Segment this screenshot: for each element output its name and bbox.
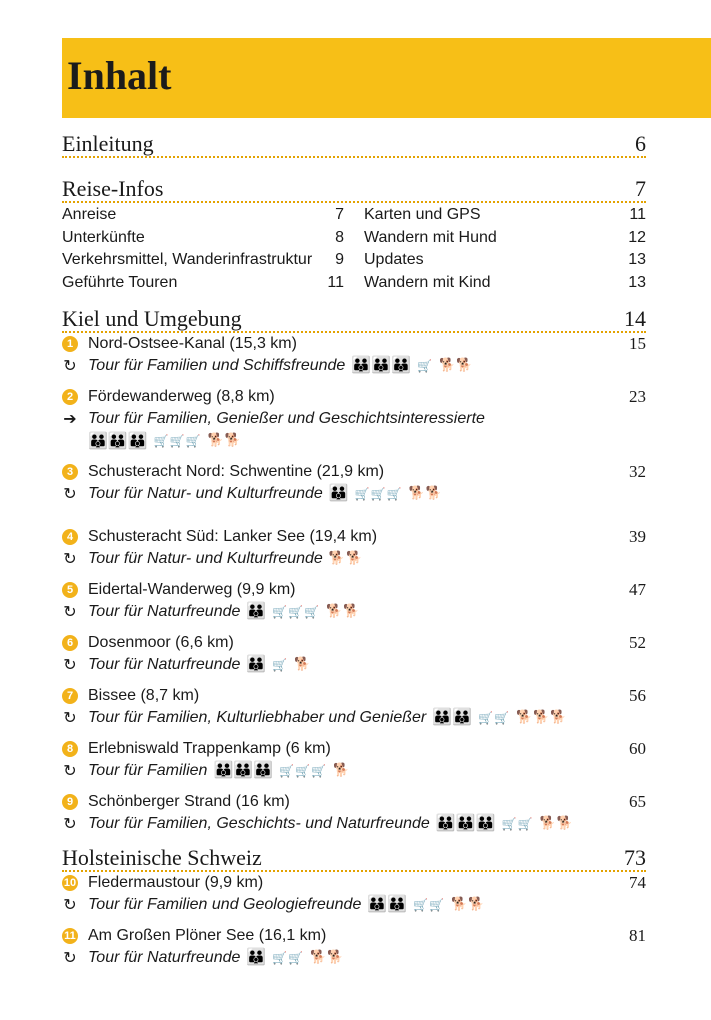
tour-title-line bbox=[62, 579, 646, 601]
tour-name: Dosenmoor (6,6 km) bbox=[88, 634, 234, 651]
kiel-tour-list bbox=[62, 333, 646, 835]
family-icon-group bbox=[246, 601, 266, 623]
pram-icon: 🛒 bbox=[279, 764, 295, 778]
reise-info-item[interactable] bbox=[364, 249, 646, 272]
tour-title-line bbox=[62, 386, 646, 408]
family-icon-group bbox=[432, 707, 472, 729]
dog-icon-group bbox=[326, 605, 360, 619]
section-title: Einleitung bbox=[62, 131, 154, 156]
tour-desc-line bbox=[62, 654, 646, 676]
loop-icon: ↻ bbox=[63, 814, 77, 833]
tour-name: Fledermaustour (9,9 km) bbox=[88, 874, 264, 891]
family-icon: 👪 bbox=[88, 433, 108, 450]
pram-icon: 🛒 bbox=[295, 764, 311, 778]
tour-name: Nord-Ostsee-Kanal (15,3 km) bbox=[88, 335, 297, 352]
tour-number-badge: 9 bbox=[62, 794, 78, 810]
tour-desc-line bbox=[62, 813, 646, 835]
tour-description: Tour für Natur- und Kulturfreunde bbox=[88, 485, 323, 502]
tour-rating-icons bbox=[432, 707, 573, 729]
tour-title-line bbox=[62, 738, 646, 760]
reise-info-item[interactable] bbox=[62, 227, 344, 250]
dog-icon: 🐕 bbox=[333, 763, 350, 778]
tour-desc-line bbox=[62, 707, 646, 729]
reise-info-label: Verkehrsmittel, Wanderinfrastruktur bbox=[62, 251, 313, 268]
tour-number-badge: 8 bbox=[62, 741, 78, 757]
family-icon: 👪 bbox=[213, 762, 234, 779]
pram-icon: 🛒 bbox=[413, 898, 429, 912]
tour-entry[interactable] bbox=[62, 386, 646, 452]
tour-desc-line bbox=[62, 548, 646, 570]
family-icon-group bbox=[246, 654, 266, 676]
tour-desc-line bbox=[62, 601, 646, 623]
family-icon: 👪 bbox=[475, 815, 496, 832]
family-icon: 👪 bbox=[328, 485, 349, 502]
dog-icon-group bbox=[333, 764, 350, 778]
toc bbox=[62, 126, 646, 969]
reise-info-item[interactable] bbox=[62, 272, 344, 295]
reise-info-page: 8 bbox=[335, 228, 344, 246]
pram-icon: 🛒 bbox=[417, 359, 433, 373]
tour-desc-line bbox=[62, 408, 646, 430]
dog-icon: 🐕 bbox=[533, 710, 550, 725]
family-icon: 👪 bbox=[107, 433, 128, 450]
tour-number-badge: 2 bbox=[62, 389, 78, 405]
loop-icon: ↻ bbox=[63, 948, 77, 967]
family-icon: 👪 bbox=[452, 709, 473, 726]
toc-section-einleitung[interactable] bbox=[62, 131, 646, 158]
pram-icon: 🛒 bbox=[272, 605, 288, 619]
reise-info-label: Geführte Touren bbox=[62, 273, 178, 291]
family-icon-group bbox=[329, 483, 349, 505]
dog-icon: 🐕 bbox=[439, 358, 456, 373]
reise-info-label: Unterkünfte bbox=[62, 228, 145, 246]
tour-rating-icons bbox=[246, 601, 366, 623]
dog-icon: 🐕 bbox=[310, 950, 327, 965]
dog-icon: 🐕 bbox=[451, 897, 468, 912]
pram-icon: 🛒 bbox=[429, 898, 445, 912]
reise-info-label: Wandern mit Hund bbox=[364, 228, 497, 246]
section-page: 6 bbox=[635, 131, 646, 156]
dog-icon-group bbox=[516, 711, 568, 725]
section-page: 73 bbox=[624, 845, 646, 870]
tour-name: Eidertal-Wanderweg (9,9 km) bbox=[88, 581, 296, 598]
tour-name: Schönberger Strand (16 km) bbox=[88, 793, 290, 810]
reise-info-item[interactable] bbox=[364, 227, 646, 250]
dog-icon-group bbox=[329, 552, 363, 566]
tour-description: Tour für Familien, Genießer und Geschichtsinteressierte bbox=[88, 410, 485, 427]
family-icon: 👪 bbox=[246, 603, 267, 620]
tour-rating-icons bbox=[367, 894, 491, 916]
holstein-tour-list bbox=[62, 872, 646, 969]
loop-icon: ↻ bbox=[63, 895, 77, 914]
family-icon: 👪 bbox=[387, 896, 408, 913]
tour-title-line bbox=[62, 333, 646, 355]
tour-number-badge: 11 bbox=[62, 928, 78, 944]
tour-title-line bbox=[62, 685, 646, 707]
tour-rating-icons bbox=[246, 947, 350, 969]
tour-entry[interactable] bbox=[62, 872, 646, 916]
pram-icon: 🛒 bbox=[311, 764, 327, 778]
pram-icon-group bbox=[279, 764, 327, 778]
tour-name: Bissee (8,7 km) bbox=[88, 687, 200, 704]
tour-rating-icons bbox=[329, 483, 449, 505]
family-icon: 👪 bbox=[432, 709, 453, 726]
reise-info-label: Karten und GPS bbox=[364, 206, 481, 223]
tour-description: Tour für Natur- und Kulturfreunde bbox=[88, 550, 323, 567]
tour-entry[interactable] bbox=[62, 579, 646, 623]
family-icon-group bbox=[246, 947, 266, 969]
loop-icon: ↻ bbox=[63, 708, 77, 727]
tour-title-line bbox=[62, 925, 646, 947]
family-icon: 👪 bbox=[391, 357, 412, 374]
tour-name: Fördewanderweg (8,8 km) bbox=[88, 388, 275, 405]
tour-desc-line bbox=[62, 760, 646, 782]
pram-icon-group bbox=[417, 359, 433, 373]
dog-icon: 🐕 bbox=[328, 551, 345, 566]
dog-icon: 🐕 bbox=[343, 604, 360, 619]
family-icon: 👪 bbox=[127, 433, 148, 450]
loop-icon: ↻ bbox=[63, 484, 77, 503]
tour-desc-line bbox=[62, 355, 646, 377]
reise-infos-left-column bbox=[62, 204, 344, 294]
tour-page: 74 bbox=[629, 873, 646, 892]
tour-page: 47 bbox=[629, 580, 646, 599]
tour-page: 23 bbox=[629, 387, 646, 406]
family-icon-group bbox=[367, 894, 407, 916]
tour-title-line bbox=[62, 461, 646, 483]
tour-desc-line bbox=[62, 947, 646, 969]
tour-entry[interactable] bbox=[62, 791, 646, 835]
tour-page: 65 bbox=[629, 792, 646, 811]
pram-icon: 🛒 bbox=[185, 434, 201, 448]
pram-icon: 🛒 bbox=[370, 487, 386, 501]
loop-icon: ↻ bbox=[63, 602, 77, 621]
tour-entry[interactable] bbox=[62, 461, 646, 505]
family-icon-group bbox=[351, 355, 411, 377]
pram-icon: 🛒 bbox=[386, 487, 402, 501]
pram-icon: 🛒 bbox=[169, 434, 185, 448]
loop-icon: ↻ bbox=[63, 549, 77, 568]
reise-info-item[interactable] bbox=[364, 272, 646, 295]
dog-icon: 🐕 bbox=[346, 551, 363, 566]
dog-icon: 🐕 bbox=[468, 897, 485, 912]
tour-page: 15 bbox=[629, 334, 646, 353]
pram-icon-group bbox=[272, 605, 320, 619]
reise-infos-list bbox=[62, 204, 646, 294]
dog-icon: 🐕 bbox=[207, 433, 224, 448]
toc-section-reise-infos[interactable] bbox=[62, 176, 646, 203]
family-icon: 👪 bbox=[435, 815, 456, 832]
reise-info-page: 11 bbox=[629, 206, 646, 223]
tour-page: 52 bbox=[629, 633, 646, 652]
pram-icon-group bbox=[154, 434, 202, 448]
dog-icon: 🐕 bbox=[327, 950, 344, 965]
dog-icon-group bbox=[539, 817, 573, 831]
dog-icon-group bbox=[451, 898, 485, 912]
tour-description: Tour für Familien bbox=[88, 762, 208, 779]
loop-icon: ↻ bbox=[63, 655, 77, 674]
pram-icon-group bbox=[355, 487, 403, 501]
pram-icon: 🛒 bbox=[272, 658, 288, 672]
dog-icon: 🐕 bbox=[456, 358, 473, 373]
toc-section-holstein[interactable] bbox=[62, 845, 646, 872]
dog-icon: 🐕 bbox=[326, 604, 343, 619]
tour-number-badge: 6 bbox=[62, 635, 78, 651]
tour-rating-icons bbox=[329, 552, 369, 566]
tour-name: Schusteracht Nord: Schwentine (21,9 km) bbox=[88, 463, 385, 480]
tour-rating-icons bbox=[88, 431, 248, 451]
tour-number-badge: 7 bbox=[62, 688, 78, 704]
tour-rating-icons bbox=[213, 760, 356, 782]
family-icon-group bbox=[88, 431, 148, 451]
tour-description: Tour für Familien und Schiffsfreunde bbox=[88, 357, 346, 374]
tour-description: Tour für Naturfreunde bbox=[88, 603, 241, 620]
family-icon-group bbox=[213, 760, 273, 782]
reise-info-page: 7 bbox=[335, 206, 344, 223]
section-page: 7 bbox=[635, 176, 646, 201]
reise-info-item[interactable] bbox=[62, 249, 344, 272]
tour-number-badge: 4 bbox=[62, 529, 78, 545]
tour-title-line bbox=[62, 872, 646, 894]
tour-page: 32 bbox=[629, 462, 646, 481]
dog-icon: 🐕 bbox=[539, 816, 556, 831]
dog-icon-group bbox=[294, 658, 311, 672]
tour-entry[interactable] bbox=[62, 333, 646, 377]
dog-icon-group bbox=[409, 487, 443, 501]
family-icon: 👪 bbox=[253, 762, 274, 779]
dog-icon: 🐕 bbox=[224, 433, 241, 448]
tour-page: 39 bbox=[629, 527, 646, 546]
reise-info-page: 13 bbox=[628, 251, 646, 268]
reise-info-page: 12 bbox=[628, 228, 646, 246]
tour-description: Tour für Familien, Geschichts- und Naturfreunde bbox=[88, 815, 430, 832]
tour-desc-line bbox=[62, 483, 646, 505]
pram-icon: 🛒 bbox=[354, 487, 370, 501]
tour-title-line bbox=[62, 526, 646, 548]
reise-info-label: Updates bbox=[364, 251, 424, 268]
dog-icon: 🐕 bbox=[294, 657, 311, 672]
tour-entry[interactable] bbox=[62, 925, 646, 969]
reise-info-page: 11 bbox=[327, 273, 344, 291]
family-icon: 👪 bbox=[246, 949, 267, 966]
section-title: Holsteinische Schweiz bbox=[62, 845, 262, 870]
tour-entry[interactable] bbox=[62, 632, 646, 676]
pram-icon: 🛒 bbox=[478, 711, 494, 725]
tour-name: Am Großen Plöner See (16,1 km) bbox=[88, 927, 327, 944]
toc-section-kiel[interactable] bbox=[62, 306, 646, 333]
tour-description: Tour für Familien, Kulturliebhaber und Genießer bbox=[88, 709, 427, 726]
tour-entry[interactable] bbox=[62, 526, 646, 570]
family-icon-group bbox=[436, 813, 496, 835]
dog-icon-group bbox=[310, 951, 344, 965]
tour-rating-icons bbox=[436, 813, 580, 835]
pram-icon: 🛒 bbox=[153, 434, 169, 448]
pram-icon: 🛒 bbox=[304, 605, 320, 619]
pram-icon: 🛒 bbox=[501, 817, 517, 831]
section-page: 14 bbox=[624, 306, 646, 331]
dog-icon: 🐕 bbox=[556, 816, 573, 831]
reise-infos-right-column bbox=[364, 204, 646, 294]
family-icon: 👪 bbox=[371, 357, 392, 374]
dog-icon: 🐕 bbox=[550, 710, 567, 725]
dog-icon-group bbox=[208, 434, 242, 448]
tour-rating-icons bbox=[351, 355, 479, 377]
tour-entry[interactable] bbox=[62, 685, 646, 729]
tour-number-badge: 10 bbox=[63, 877, 77, 889]
family-icon: 👪 bbox=[246, 656, 267, 673]
tour-title-line bbox=[62, 791, 646, 813]
tour-title-line bbox=[62, 632, 646, 654]
reise-info-item[interactable] bbox=[62, 204, 344, 227]
tour-number-badge: 3 bbox=[62, 464, 78, 480]
pram-icon-group bbox=[478, 711, 510, 725]
family-icon: 👪 bbox=[367, 896, 388, 913]
tour-icon-line bbox=[62, 430, 646, 452]
pram-icon: 🛒 bbox=[517, 817, 533, 831]
reise-info-label: Wandern mit Kind bbox=[364, 273, 491, 291]
reise-info-item[interactable] bbox=[364, 204, 646, 227]
tour-number-badge: 5 bbox=[62, 582, 78, 598]
tour-description: Tour für Naturfreunde bbox=[88, 949, 241, 966]
pram-icon-group bbox=[272, 658, 288, 672]
page-title: Inhalt bbox=[67, 53, 172, 98]
tour-description: Tour für Naturfreunde bbox=[88, 656, 241, 673]
tour-page: 81 bbox=[629, 926, 646, 945]
pram-icon-group bbox=[413, 898, 445, 912]
tour-page: 60 bbox=[629, 739, 646, 758]
reise-info-page: 13 bbox=[628, 273, 646, 291]
section-title: Reise-Infos bbox=[62, 176, 164, 201]
tour-number-badge: 1 bbox=[62, 336, 78, 352]
tour-name: Schusteracht Süd: Lanker See (19,4 km) bbox=[88, 528, 378, 545]
dog-icon: 🐕 bbox=[425, 486, 442, 501]
dog-icon: 🐕 bbox=[408, 486, 425, 501]
pram-icon-group bbox=[272, 951, 304, 965]
tour-entry[interactable] bbox=[62, 738, 646, 782]
tour-desc-line bbox=[62, 894, 646, 916]
title-banner bbox=[62, 38, 711, 118]
family-icon: 👪 bbox=[351, 357, 372, 374]
tour-rating-icons bbox=[246, 654, 317, 676]
pram-icon: 🛒 bbox=[288, 605, 304, 619]
family-icon: 👪 bbox=[233, 762, 254, 779]
family-icon: 👪 bbox=[455, 815, 476, 832]
reise-info-label: Anreise bbox=[62, 206, 117, 223]
dog-icon: 🐕 bbox=[516, 710, 533, 725]
loop-icon: ↻ bbox=[63, 356, 77, 375]
tour-page: 56 bbox=[629, 686, 646, 705]
loop-icon: ↻ bbox=[63, 761, 77, 780]
pram-icon: 🛒 bbox=[288, 951, 304, 965]
arrow-right-icon: ➔ bbox=[63, 409, 77, 428]
pram-icon-group bbox=[502, 817, 534, 831]
reise-info-page: 9 bbox=[335, 251, 344, 268]
dog-icon-group bbox=[439, 359, 473, 373]
tour-description: Tour für Familien und Geologiefreunde bbox=[88, 896, 362, 913]
section-title: Kiel und Umgebung bbox=[62, 306, 242, 331]
pram-icon: 🛒 bbox=[272, 951, 288, 965]
pram-icon: 🛒 bbox=[494, 711, 509, 725]
tour-name: Erlebniswald Trappenkamp (6 km) bbox=[88, 740, 331, 757]
